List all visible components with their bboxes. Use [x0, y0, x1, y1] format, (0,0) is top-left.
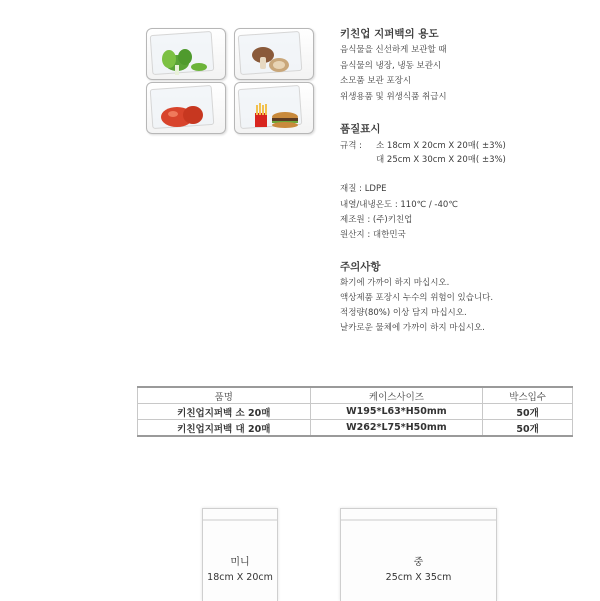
spec-large: 대 25cm X 30cm X 20매( ±3%) [376, 155, 506, 165]
usage-item: 음식물을 신선하게 보관할 때 [340, 45, 447, 55]
usage-item: 위생용품 및 위생식품 취급시 [340, 92, 447, 102]
bag-name: 미니 [230, 557, 250, 568]
table-header: 품명 [138, 387, 311, 404]
vegetables-icon [147, 29, 225, 79]
bag-medium [340, 508, 497, 601]
mushroom-icon [235, 29, 313, 79]
table-header: 박스입수 [483, 387, 573, 404]
fastfood-thumbnail [234, 82, 314, 134]
table-cell: W262*L75*H50mm [310, 420, 483, 437]
spec-small: 소 18cm X 20cm X 20매( ±3%) [376, 141, 506, 151]
table-header: 케이스사이즈 [310, 387, 483, 404]
usage-item: 음식물의 냉장, 냉동 보관시 [340, 61, 442, 71]
product-spec-table [137, 386, 573, 437]
table-cell: 50개 [483, 420, 573, 437]
table-row [138, 420, 573, 437]
mushroom-thumbnail [234, 28, 314, 80]
origin: 원산지 : 대한민국 [340, 230, 406, 240]
table-cell: W195*L63*H50mm [310, 404, 483, 420]
usage-title: 키친업 지퍼백의 용도 [340, 28, 439, 40]
spec-label: 규격 : [340, 141, 362, 151]
caution-item: 날카로운 물체에 가까이 하지 마십시오. [340, 323, 485, 333]
caution-title: 주의사항 [340, 261, 381, 273]
quality-title: 품질표시 [340, 123, 381, 135]
usage-item: 소모품 보관 포장시 [340, 76, 412, 86]
table-row [138, 404, 573, 420]
material: 재질 : LDPE [340, 184, 387, 194]
fastfood-icon [235, 83, 313, 133]
bag-name: 중 [413, 557, 424, 568]
tomato-thumbnail [146, 82, 226, 134]
temperature: 내열/내냉온도 : 110℃ / -40℃ [340, 200, 458, 210]
caution-item: 액상제품 포장시 누수의 위험이 있습니다. [340, 293, 494, 303]
table-cell: 키친업지퍼백 소 20매 [138, 404, 311, 420]
bag-size: 25cm X 35cm [385, 572, 452, 583]
tomato-icon [147, 83, 225, 133]
caution-item: 화기에 가까이 하지 마십시오. [340, 278, 450, 288]
maker: 제조원 : (주)키친업 [340, 215, 413, 225]
table-cell: 50개 [483, 404, 573, 420]
bag-size: 18cm X 20cm [207, 572, 273, 583]
table-cell: 키친업지퍼백 대 20매 [138, 420, 311, 437]
bag-mini [202, 508, 278, 601]
table-header-row [138, 387, 573, 404]
vegetables-thumbnail [146, 28, 226, 80]
caution-item: 적정량(80%) 이상 담지 마십시오. [340, 308, 467, 318]
